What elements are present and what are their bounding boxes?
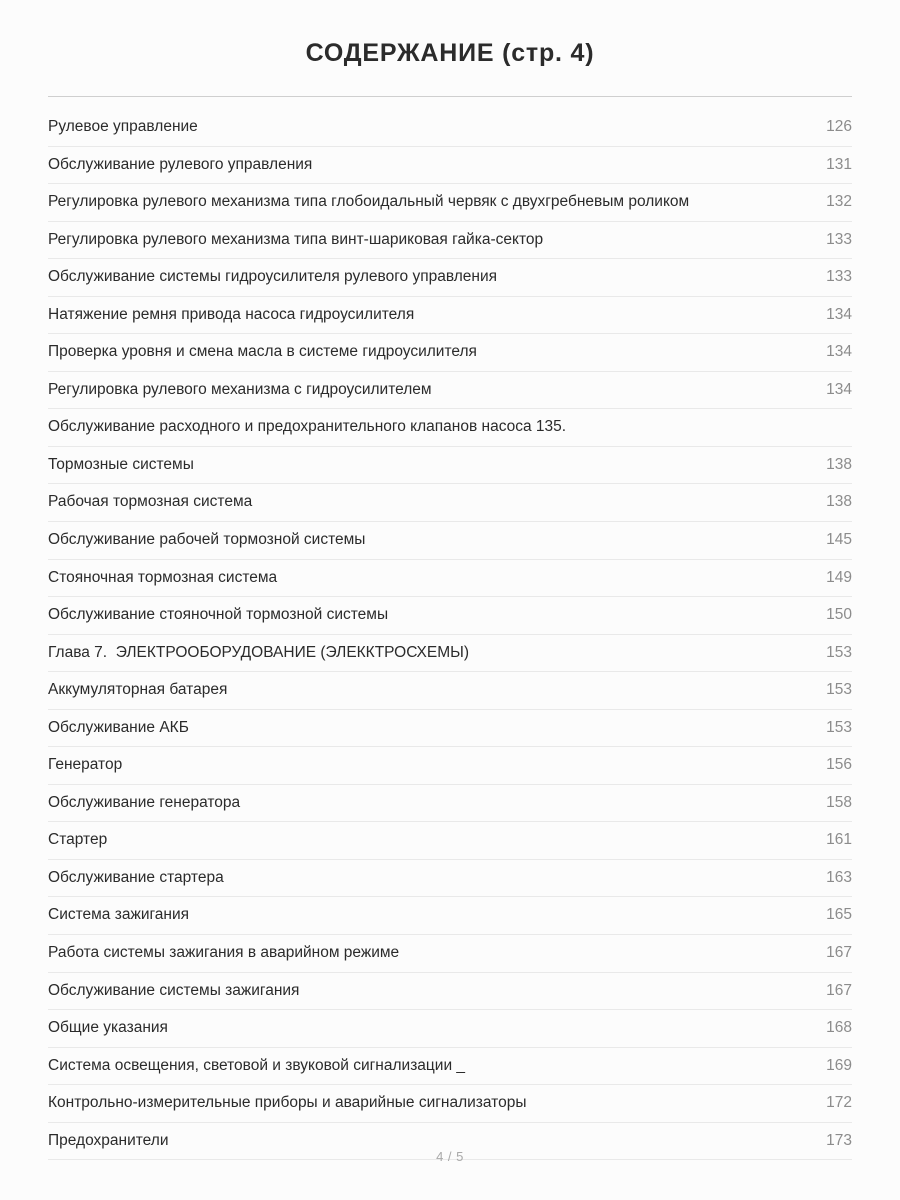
toc-entry[interactable] (48, 897, 852, 935)
toc-entry-title: Обслуживание АКБ (48, 718, 189, 736)
toc-entry-page-number: 134 (826, 343, 852, 361)
toc-entry[interactable] (48, 860, 852, 898)
title-divider (48, 96, 852, 97)
toc-entry-title: Обслуживание системы зажигания (48, 981, 300, 999)
toc-entry-title: Рабочая тормозная система (48, 493, 253, 511)
toc-entry-title: Система освещения, световой и звуковой сигнализации _ (48, 1056, 466, 1074)
toc-entry[interactable] (48, 822, 852, 860)
toc-entry-page-number: 132 (826, 193, 852, 211)
toc-entry[interactable] (48, 147, 852, 185)
toc-entry-title: Регулировка рулевого механизма с гидроусилителем (48, 380, 432, 398)
toc-entry-page-number: 169 (826, 1056, 852, 1074)
toc-entry-page-number: 153 (826, 681, 852, 699)
toc-entry-page-number: 163 (826, 868, 852, 886)
toc-entry-page-number: 167 (826, 944, 852, 962)
toc-entry[interactable] (48, 259, 852, 297)
toc-entry[interactable] (48, 597, 852, 635)
toc-entry[interactable] (48, 785, 852, 823)
toc-entry-page-number: 138 (826, 493, 852, 511)
toc-entry-title: Предохранители (48, 1131, 169, 1149)
toc-entry-title: Стояночная тормозная система (48, 568, 278, 586)
toc-entry-title: Обслуживание системы гидроусилителя рулевого управления (48, 268, 498, 286)
toc-entry[interactable] (48, 409, 852, 447)
toc-entry[interactable] (48, 1048, 852, 1086)
toc-entry-page-number: 167 (826, 981, 852, 999)
toc-entry[interactable] (48, 1010, 852, 1048)
toc-entry[interactable] (48, 222, 852, 260)
toc-entry-title: Общие указания (48, 1019, 168, 1037)
toc-entry-title: Обслуживание рулевого управления (48, 155, 313, 173)
toc-entry-page-number: 131 (826, 155, 852, 173)
toc-entry[interactable] (48, 710, 852, 748)
toc-entry-title: Рулевое управление (48, 118, 198, 135)
toc-entry-page-number: 149 (826, 568, 852, 586)
toc-entry-title: Регулировка рулевого механизма типа глобоидальный червяк с двухгребневым роликом (48, 193, 690, 211)
page-footer: 4 / 5 (436, 1149, 464, 1164)
toc-entry-title: Натяжение ремня привода насоса гидроусилителя (48, 305, 415, 323)
toc-entry-title: Контрольно-измерительные приборы и аварийные сигнализаторы (48, 1094, 527, 1112)
toc-entry-page-number: 126 (826, 118, 852, 135)
toc-entry[interactable] (48, 447, 852, 485)
toc-entry-page-number: 172 (826, 1094, 852, 1112)
toc-entry[interactable] (48, 297, 852, 335)
toc-entry[interactable] (48, 672, 852, 710)
toc-entry-page-number: 156 (826, 756, 852, 774)
toc-entry-page-number: 168 (826, 1019, 852, 1037)
toc-entry-title: Регулировка рулевого механизма типа винт-шариковая гайка-сектор (48, 230, 544, 248)
toc-entry[interactable] (48, 973, 852, 1011)
toc-entry[interactable] (48, 1085, 852, 1123)
toc-entry-title: Проверка уровня и смена масла в системе гидроусилителя (48, 343, 477, 361)
toc-entry-page-number: 153 (826, 643, 852, 661)
toc-entry-page-number: 150 (826, 606, 852, 624)
toc-entry[interactable] (48, 935, 852, 973)
page-title: СОДЕРЖАНИЕ (стр. 4) (305, 39, 595, 67)
toc-entry-title: Обслуживание стартера (48, 868, 224, 886)
toc-entry-page-number: 161 (826, 831, 852, 849)
toc-entry-title: Аккумуляторная батарея (48, 681, 228, 699)
toc-entry-title: Глава 7. ЭЛЕКТРООБОРУДОВАНИЕ (ЭЛЕККТРОСХЕМЫ) (48, 643, 470, 661)
toc-entry-page-number: 134 (826, 305, 852, 323)
toc-entry-page-number: 133 (826, 268, 852, 286)
toc-entry-title: Работа системы зажигания в аварийном режиме (48, 944, 400, 962)
toc-entry[interactable] (48, 522, 852, 560)
toc-entry-title: Обслуживание стояночной тормозной системы (48, 606, 389, 624)
toc-entry[interactable] (48, 747, 852, 785)
toc-entry-page-number: 165 (826, 906, 852, 924)
toc-entry-title: Стартер (48, 831, 108, 849)
toc-entry[interactable] (48, 184, 852, 222)
toc-entry-page-number: 173 (826, 1131, 852, 1149)
toc-entry[interactable] (48, 484, 852, 522)
table-of-contents (48, 109, 852, 1200)
toc-entry[interactable] (48, 334, 852, 372)
toc-entry-page-number: 138 (826, 455, 852, 473)
toc-entry-page-number: 158 (826, 793, 852, 811)
toc-entry-title: Обслуживание генератора (48, 793, 241, 811)
toc-entry[interactable] (48, 109, 852, 147)
toc-entry-title: Система зажигания (48, 906, 190, 924)
toc-entry-title: Обслуживание рабочей тормозной системы (48, 531, 366, 549)
toc-entry-page-number: 134 (826, 380, 852, 398)
toc-entry-page-number: 145 (826, 531, 852, 549)
toc-entry[interactable] (48, 372, 852, 410)
toc-entry-page-number: 133 (826, 230, 852, 248)
toc-entry[interactable] (48, 560, 852, 598)
toc-entry-page-number: 153 (826, 718, 852, 736)
toc-entry-title: Тормозные системы (48, 455, 194, 473)
toc-entry-title: Обслуживание расходного и предохранительного клапанов насоса 135. (48, 418, 567, 436)
toc-entry[interactable] (48, 635, 852, 673)
toc-entry-title: Генератор (48, 756, 123, 774)
